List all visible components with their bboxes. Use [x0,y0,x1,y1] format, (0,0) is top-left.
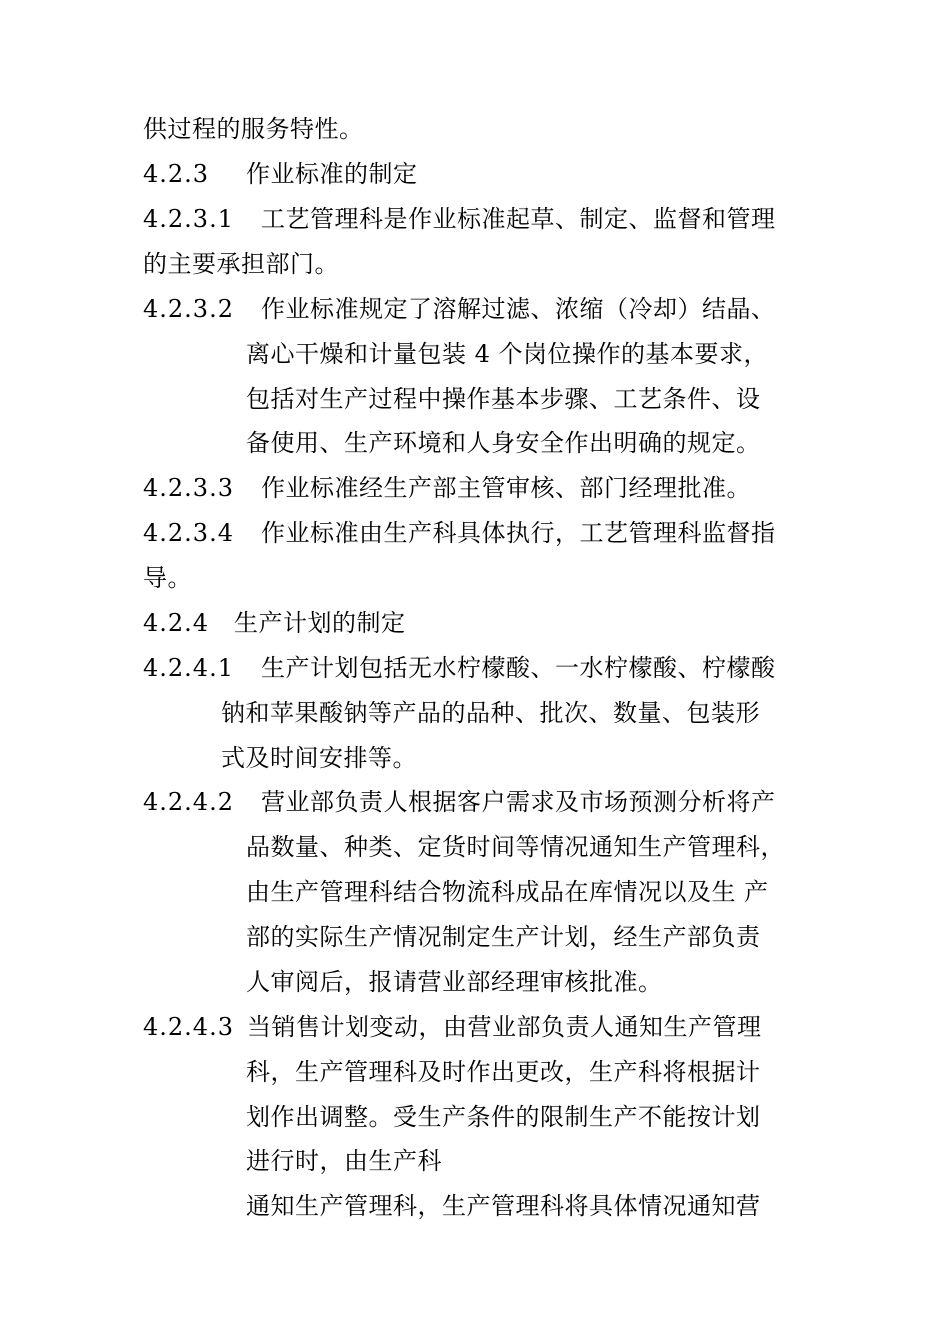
text-line [246,383,761,415]
line-text: 划作出调整。受生产条件的限制生产不能按计划 [246,1103,761,1131]
text-line [246,831,785,863]
text-line [143,562,192,594]
clause-line [143,293,776,325]
clause-line [143,652,776,684]
section-heading [143,158,418,190]
clause-number: 4.2.3.2 [143,295,234,323]
section-number: 4.2.4 [143,609,210,637]
line-text: 品数量、种类、定货时间等情况通知生产管理科， [246,833,785,861]
clause-text: 营业部负责人根据客户需求及市场预测分析将产 [261,788,776,816]
text-line [246,1145,442,1177]
clause-number: 4.2.3.1 [143,205,234,233]
text-line [246,1056,761,1088]
clause-number: 4.2.4.2 [143,788,234,816]
line-text: 通知生产管理科，生产管理科将具体情况通知营 [246,1192,761,1220]
clause-line [143,203,776,235]
text-line [143,113,364,145]
text-line [221,697,760,729]
clause-number: 4.2.3.4 [143,519,234,547]
clause-text: 生产计划包括无水柠檬酸、一水柠檬酸、柠檬酸 [261,654,776,682]
clause-text: 作业标准经生产部主管审核、部门经理批准。 [261,474,751,502]
line-text: 钠和苹果酸钠等产品的品种、批次、数量、包装形 [221,699,760,727]
clause-number: 4.2.4.3 [143,1013,234,1041]
line-text: 包括对生产过程中操作基本步骤、工艺条件、设 [246,385,761,413]
line-text: 科，生产管理科及时作出更改，生产科将根据计 [246,1058,761,1086]
line-text: 进行时，由生产科 [246,1147,442,1175]
text-line [246,966,663,998]
section-heading [143,607,406,639]
clause-line [143,786,776,818]
text-line [246,1101,761,1133]
text-line [246,876,769,908]
clause-text: 作业标准由生产科具体执行，工艺管理科监督指 [261,519,776,547]
clause-number: 4.2.4.1 [143,654,234,682]
text-line [246,338,768,370]
clause-line [143,517,776,549]
text-line [143,248,339,280]
clause-line [143,1011,762,1043]
clause-text: 当销售计划变动，由营业部负责人通知生产管理 [247,1013,762,1041]
clause-text: 作业标准规定了溶解过滤、浓缩（冷却）结晶、 [261,295,776,323]
line-text: 备使用、生产环境和人身安全作出明确的规定。 [246,429,761,457]
line-text: 供过程的服务特性。 [143,115,364,143]
section-title: 作业标准的制定 [246,160,418,188]
text-line [221,742,417,774]
line-text: 导。 [143,564,192,592]
line-text: 离心干燥和计量包装 4 个岗位操作的基本要求， [246,340,769,368]
line-text: 式及时间安排等。 [221,744,417,772]
line-text: 部的实际生产情况制定生产计划，经生产部负责 [246,923,761,951]
section-title: 生产计划的制定 [234,609,406,637]
text-line [246,1190,761,1222]
text-line [246,427,761,459]
clause-line [143,472,751,504]
section-number: 4.2.3 [143,160,210,188]
clause-number: 4.2.3.3 [143,474,234,502]
line-text: 人审阅后，报请营业部经理审核批准。 [246,968,663,996]
clause-text: 工艺管理科是作业标准起草、制定、监督和管理 [261,205,776,233]
line-text: 的主要承担部门。 [143,250,339,278]
line-text: 由生产管理科结合物流科成品在库情况以及生 产 [246,878,769,906]
text-line [246,921,761,953]
